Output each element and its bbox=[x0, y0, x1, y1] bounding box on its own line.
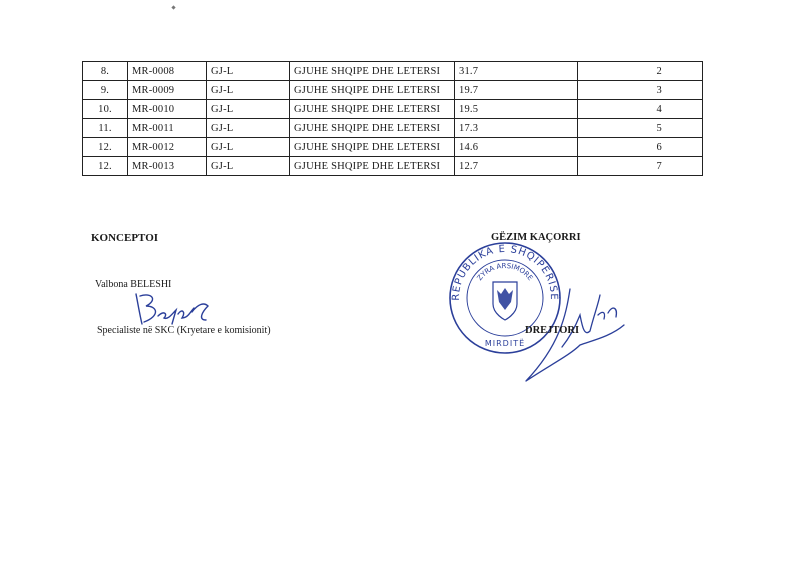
table-row bbox=[83, 138, 703, 157]
row-number: 11. bbox=[83, 119, 128, 138]
row-number: 9. bbox=[83, 81, 128, 100]
director-name: GËZIM KAÇORRI bbox=[491, 232, 581, 243]
row-number: 12. bbox=[83, 138, 128, 157]
rank-cell: 6 bbox=[578, 138, 703, 157]
table-row bbox=[83, 81, 703, 100]
score-cell: 31.7 bbox=[455, 62, 578, 81]
candidate-code: MR-0009 bbox=[128, 81, 207, 100]
rank-cell: 2 bbox=[578, 62, 703, 81]
rank-cell: 3 bbox=[578, 81, 703, 100]
prepared-by-name: Valbona BELESHI bbox=[95, 279, 172, 290]
director-role: DREJTORI bbox=[525, 325, 580, 336]
stamp-bottom-text: MIRDITË bbox=[484, 339, 526, 348]
subject-code: GJ-L bbox=[207, 138, 290, 157]
score-cell: 17.3 bbox=[455, 119, 578, 138]
stamp-inner-text: ZYRA ARSIMORE bbox=[475, 261, 535, 283]
candidate-code: MR-0012 bbox=[128, 138, 207, 157]
subject-code: GJ-L bbox=[207, 119, 290, 138]
candidate-code: MR-0008 bbox=[128, 62, 207, 81]
subject-code: GJ-L bbox=[207, 81, 290, 100]
stamp-outer-text: REPUBLIKA E SHQIPËRISË bbox=[450, 243, 560, 301]
subject-name: GJUHE SHQIPE DHE LETERSI bbox=[290, 157, 455, 176]
subject-code: GJ-L bbox=[207, 157, 290, 176]
results-table-body bbox=[83, 62, 703, 176]
table-row bbox=[83, 157, 703, 176]
candidate-code: MR-0011 bbox=[128, 119, 207, 138]
score-cell: 12.7 bbox=[455, 157, 578, 176]
scan-speck bbox=[171, 5, 175, 9]
subject-code: GJ-L bbox=[207, 100, 290, 119]
svg-text:ZYRA ARSIMORE bbox=[476, 262, 535, 282]
table-row bbox=[83, 62, 703, 81]
subject-name: GJUHE SHQIPE DHE LETERSI bbox=[290, 138, 455, 157]
subject-code: GJ-L bbox=[207, 62, 290, 81]
row-number: 8. bbox=[83, 62, 128, 81]
row-number: 10. bbox=[83, 100, 128, 119]
rank-cell: 7 bbox=[578, 157, 703, 176]
candidate-code: MR-0013 bbox=[128, 157, 207, 176]
table-row bbox=[83, 100, 703, 119]
row-number: 12. bbox=[83, 157, 128, 176]
score-cell: 14.6 bbox=[455, 138, 578, 157]
rank-cell: 4 bbox=[578, 100, 703, 119]
subject-name: GJUHE SHQIPE DHE LETERSI bbox=[290, 100, 455, 119]
prepared-by-role: Specialiste në SKC (Kryetare e komisionit) bbox=[97, 325, 271, 336]
subject-name: GJUHE SHQIPE DHE LETERSI bbox=[290, 81, 455, 100]
rank-cell: 5 bbox=[578, 119, 703, 138]
director-signature bbox=[520, 285, 630, 390]
results-table bbox=[82, 61, 703, 176]
prepared-by-heading: KONCEPTOI bbox=[91, 232, 159, 244]
candidate-code: MR-0010 bbox=[128, 100, 207, 119]
score-cell: 19.7 bbox=[455, 81, 578, 100]
subject-name: GJUHE SHQIPE DHE LETERSI bbox=[290, 119, 455, 138]
subject-name: GJUHE SHQIPE DHE LETERSI bbox=[290, 62, 455, 81]
table-row bbox=[83, 119, 703, 138]
score-cell: 19.5 bbox=[455, 100, 578, 119]
